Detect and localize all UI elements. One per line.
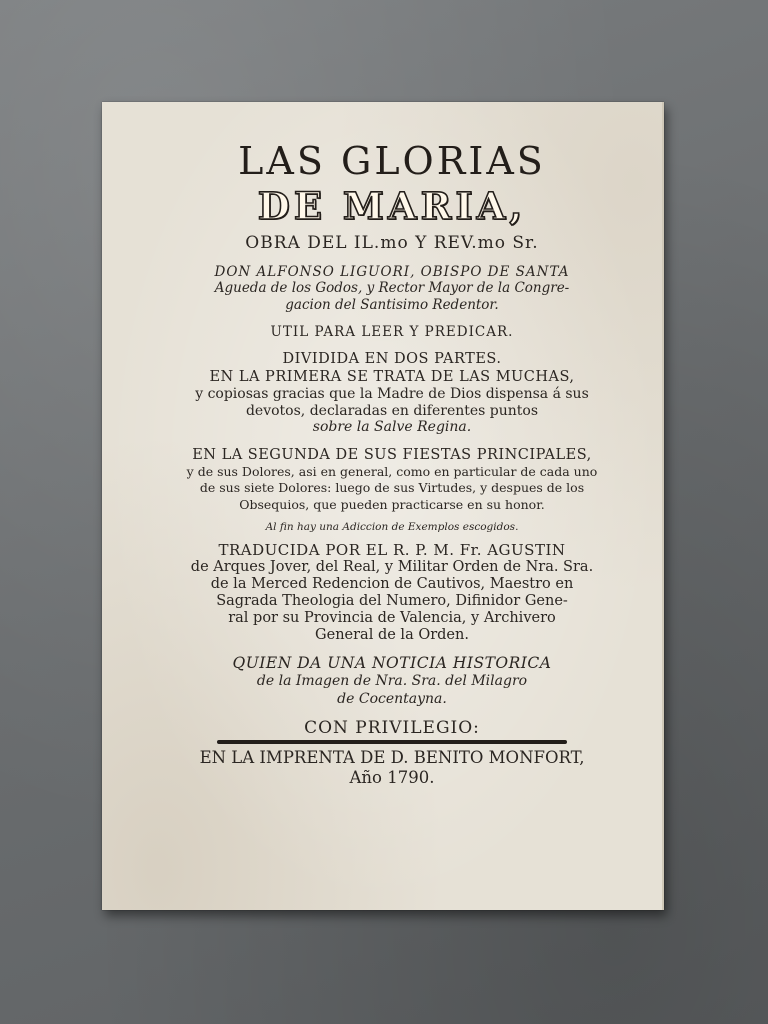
part2-line-2: y de sus Dolores, asi en general, como en particular de cada uno — [186, 463, 598, 479]
purpose-line: UTIL PARA LEER Y PREDICAR. — [270, 324, 514, 340]
privilege-line: CON PRIVILEGIO: — [304, 718, 480, 738]
translator-line-2: de Arques Jover, del Real, y Militar Orden de Nra. Sra. — [190, 559, 594, 575]
history-line-3: de Cocentayna. — [337, 691, 447, 707]
part2-line-4: Obsequios, que pueden practicarse en su honor. — [239, 496, 545, 512]
addition-line: Al fin hay una Adiccion de Exemplos escogidos. — [265, 521, 519, 533]
imprint-line-1: EN LA IMPRENTA DE D. BENITO MONFORT, — [199, 748, 585, 767]
author-line-2: Agueda de los Godos, y Rector Mayor de la Congre- — [214, 280, 570, 296]
part1-line-2: y copiosas gracias que la Madre de Dios dispensa á sus — [195, 386, 589, 402]
title-page-text — [182, 138, 602, 788]
translator-line-3: de la Merced Redencion de Cautivos, Maestro en — [210, 576, 574, 592]
translator-line-4: Sagrada Theologia del Numero, Difinidor Gene- — [216, 593, 568, 609]
imprint-line-2: Año 1790. — [349, 768, 435, 787]
title-page — [102, 102, 664, 910]
history-line-1: QUIEN DA UNA NOTICIA HISTORICA — [232, 654, 552, 672]
translator-line-1: TRADUCIDA POR EL R. P. M. Fr. AGUSTIN — [218, 541, 566, 559]
work-line: OBRA DEL IL.mo Y REV.mo Sr. — [245, 233, 539, 253]
part1-line-1: EN LA PRIMERA SE TRATA DE LAS MUCHAS, — [209, 369, 575, 385]
part2-line-3: de sus siete Dolores: luego de sus Virtudes, y despues de los — [199, 480, 585, 495]
translator-line-5: ral por su Provincia de Valencia, y Archivero — [228, 610, 556, 626]
translator-line-6: General de la Orden. — [315, 627, 469, 643]
author-line-3: gacion del Santisimo Redentor. — [285, 297, 499, 313]
title-line-2: DE MARIA, — [257, 184, 527, 228]
author-line-1: DON ALFONSO LIGUORI, OBISPO DE SANTA — [214, 264, 570, 280]
part1-line-3: devotos, declaradas en diferentes puntos — [245, 402, 539, 419]
part1-line-4: sobre la Salve Regina. — [312, 419, 472, 435]
title-line-1: LAS GLORIAS — [238, 139, 546, 183]
history-line-2: de la Imagen de Nra. Sra. del Milagro — [256, 673, 528, 689]
division-line: DIVIDIDA EN DOS PARTES. — [282, 351, 502, 367]
divider-rule — [217, 740, 567, 744]
part2-line-1: EN LA SEGUNDA DE SUS FIESTAS PRINCIPALES, — [192, 446, 592, 463]
